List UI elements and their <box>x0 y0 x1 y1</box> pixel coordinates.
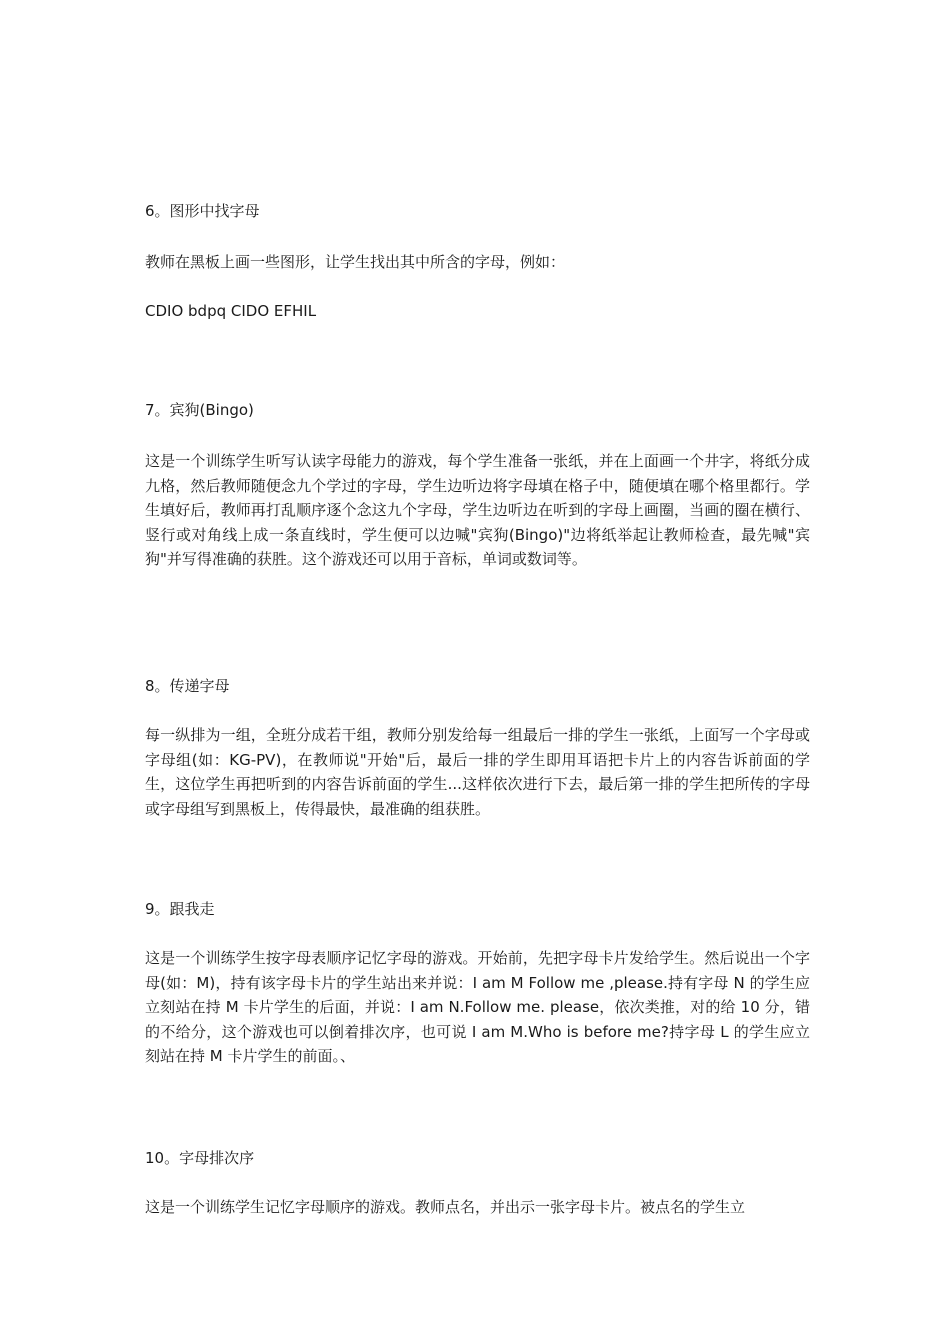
section-6-paragraph: 教师在黑板上画一些图形，让学生找出其中所含的字母，例如： <box>145 253 566 271</box>
section-9-paragraph: 这是一个训练学生按字母表顺序记忆字母的游戏。开始前，先把字母卡片发给学生。然后说出一个字母(如：M)，持有该字母卡片的学生站出来并说：I am M Follow me ,please.持有字母 N 的学生应立刻站在持 M 卡片学生的后面，并说：I am N.Follow me. please，依次类推，对的给 10 分，错的不给分，这个游戏也可以倒着排次序，也可说 I am M.Who is before me?持字母 L 的学生应立刻站在持 M 卡片学生的前面。、 <box>145 949 810 1065</box>
section-heading-6: 6。图形中找字母 <box>145 202 260 220</box>
section-heading-7: 7。宾狗(Bingo) <box>145 401 254 419</box>
section-10-paragraph: 这是一个训练学生记忆字母顺序的游戏。教师点名，并出示一张字母卡片。被点名的学生立 <box>145 1198 746 1216</box>
section-6-letter-examples: CDIO bdpq CIDO EFHIL <box>145 302 317 320</box>
section-heading-9: 9。跟我走 <box>145 900 215 918</box>
section-7-paragraph: 这是一个训练学生听写认读字母能力的游戏，每个学生准备一张纸，并在上面画一个井字，将纸分成九格，然后教师随便念九个学过的字母，学生边听边将字母填在格子中，随便填在哪个格里都行。学生填好后，教师再打乱顺序逐个念这九个字母，学生边听边在听到的字母上画圈，当画的圈在横行、竖行或对角线上成一条直线时，学生便可以边喊"宾狗(Bingo)"边将纸举起让教师检查，最先喊"宾狗"并写得准确的获胜。这个游戏还可以用于音标，单词或数词等。 <box>145 452 810 568</box>
section-8-paragraph: 每一纵排为一组，全班分成若干组，教师分别发给每一组最后一排的学生一张纸，上面写一个字母或字母组(如：KG-PV)，在教师说"开始"后，最后一排的学生即用耳语把卡片上的内容告诉前面的学生，这位学生再把听到的内容告诉前面的学生...这样依次进行下去，最后第一排的学生把所传的字母或字母组写到黑板上，传得最快，最准确的组获胜。 <box>145 726 810 818</box>
section-heading-10: 10。字母排次序 <box>145 1149 255 1167</box>
section-heading-8: 8。传递字母 <box>145 677 230 695</box>
